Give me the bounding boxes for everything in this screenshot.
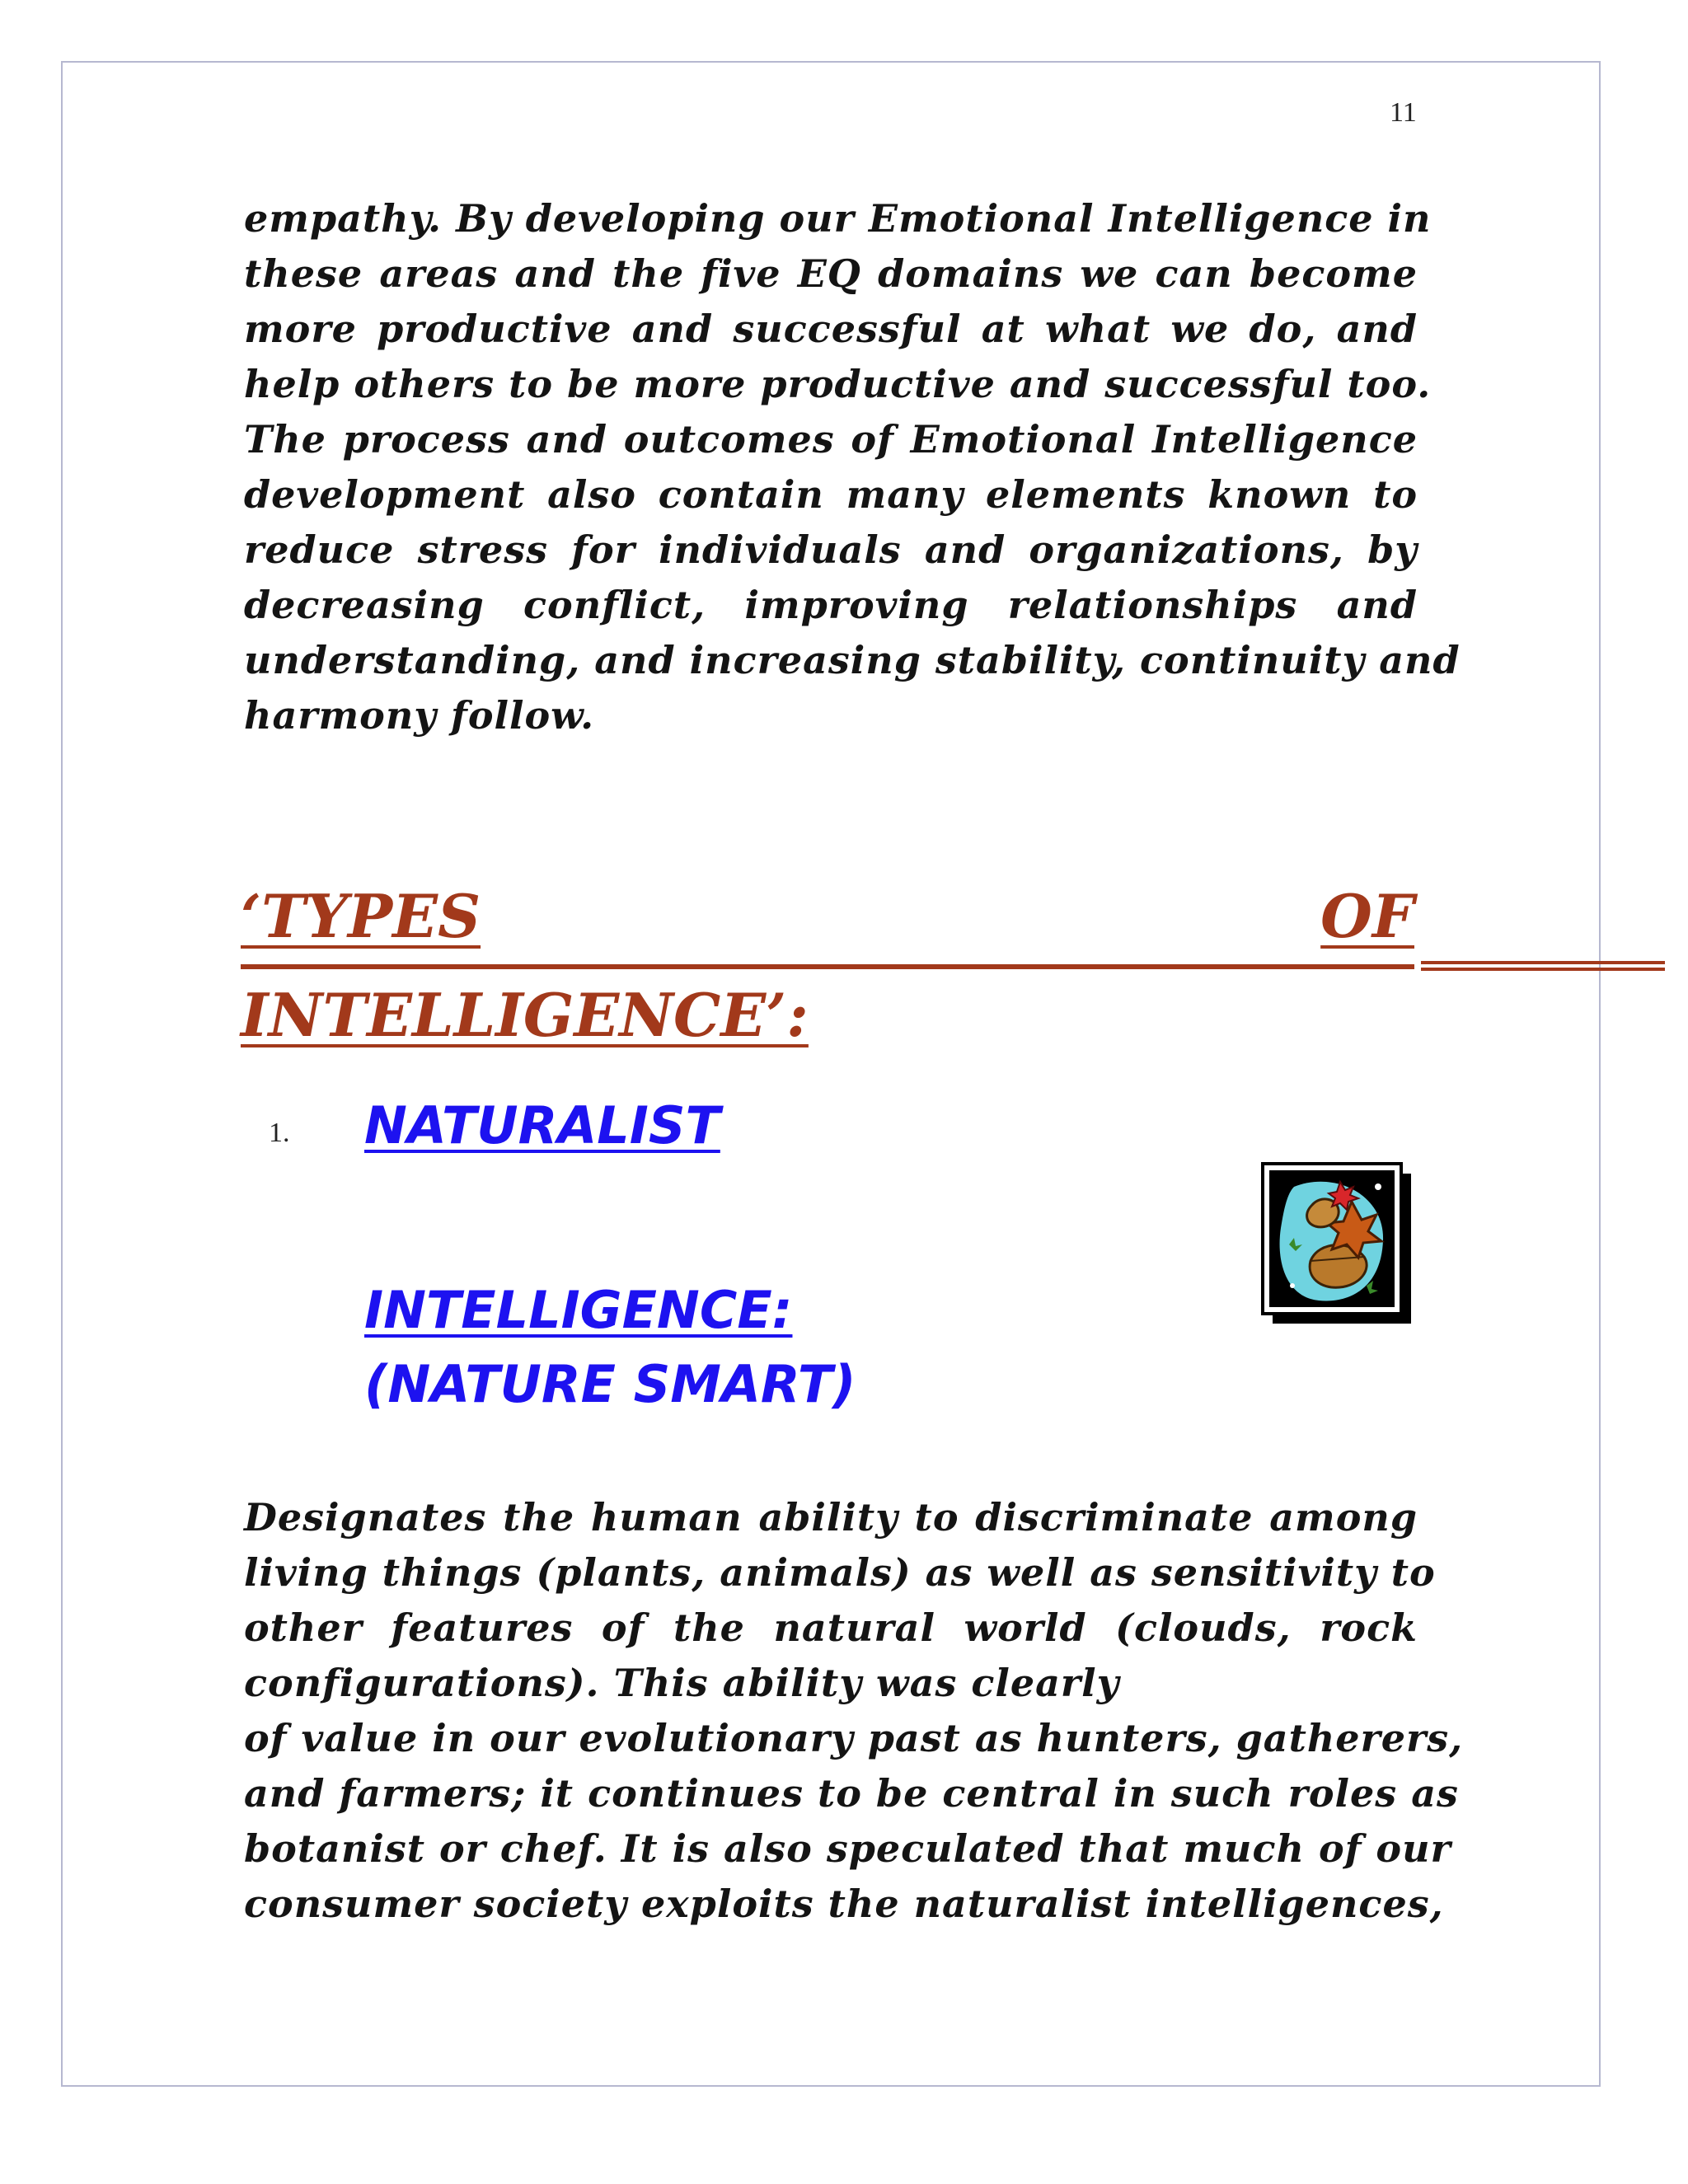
text-line: development also contain many elements known to bbox=[244, 472, 1418, 517]
section-heading bbox=[241, 875, 1414, 958]
text-line: help others to be more productive and successful too. bbox=[244, 362, 1432, 406]
text-line: configurations). This ability was clearly bbox=[244, 1661, 1120, 1705]
list-item-subtitle: (NATURE SMART) bbox=[364, 1354, 856, 1414]
heading-word-types: ‘TYPES bbox=[241, 881, 481, 951]
heading-underline bbox=[241, 964, 1414, 969]
text-line: living things (plants, animals) as well as sensitivity to bbox=[244, 1550, 1436, 1595]
text-line: empathy. By developing our Emotional Intelligence in bbox=[244, 196, 1432, 241]
text-line: decreasing conflict, improving relationships and bbox=[244, 583, 1418, 627]
list-number: 1. bbox=[269, 1118, 290, 1148]
heading-double-rule bbox=[1421, 961, 1665, 971]
autumn-leaves-icon bbox=[1261, 1162, 1414, 1327]
paragraph-naturalist-description bbox=[244, 1490, 1464, 1932]
heading-word-of: OF bbox=[1320, 881, 1414, 951]
text-line: The process and outcomes of Emotional Intelligence bbox=[244, 417, 1418, 462]
text-line: understanding, and increasing stability, continuity and bbox=[244, 638, 1461, 682]
text-line: these areas and the five EQ domains we can become bbox=[244, 251, 1418, 296]
text-line: harmony follow. bbox=[244, 693, 595, 738]
text-line: of value in our evolutionary past as hunters, gatherers, bbox=[244, 1716, 1464, 1760]
list-item-title-continued[interactable]: INTELLIGENCE: bbox=[364, 1280, 793, 1340]
text-line: and farmers; it continues to be central in such roles as bbox=[244, 1771, 1459, 1816]
text-line: other features of the natural world (clouds, rock bbox=[244, 1605, 1418, 1650]
page-number: 11 bbox=[1390, 97, 1417, 128]
text-line: Designates the human ability to discriminate among bbox=[244, 1495, 1418, 1540]
text-line: consumer society exploits the naturalist intelligences, bbox=[244, 1882, 1444, 1926]
text-line: reduce stress for individuals and organizations, by bbox=[244, 527, 1418, 572]
text-line: botanist or chef. It is also speculated that much of our bbox=[244, 1826, 1451, 1871]
section-heading-continued: INTELLIGENCE’: bbox=[241, 980, 809, 1050]
text-line: more productive and successful at what we do, and bbox=[244, 307, 1418, 351]
list-item-title[interactable]: NATURALIST bbox=[364, 1095, 720, 1155]
paragraph-emotional-intelligence bbox=[244, 191, 1461, 743]
